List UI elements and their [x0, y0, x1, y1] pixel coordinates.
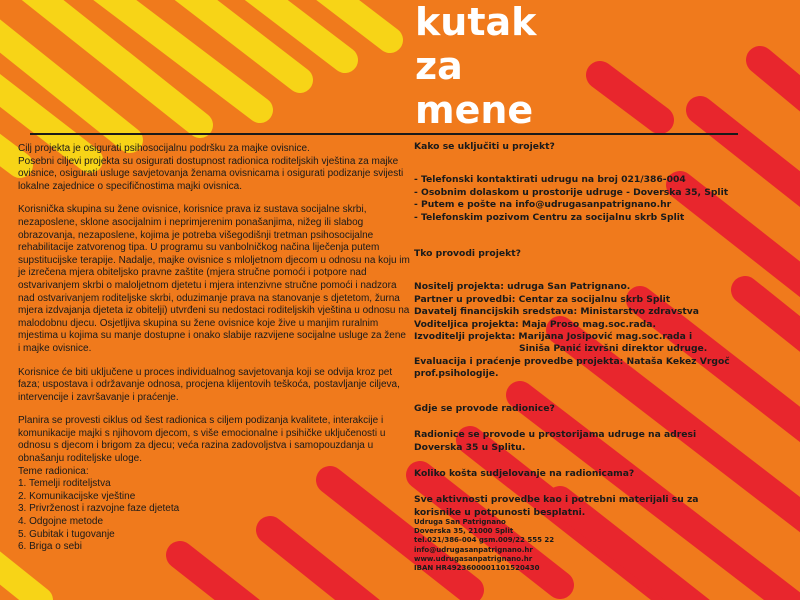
workshops-paragraph: Planira se provesti ciklus od šest radionica s ciljem podizanja kvalitete, interakcije i komunikacije majki s njihovom djecom, s više emocionalne i psihičke uključenosti u odnosu s djecom i brigom za djecu; veća razina zadovoljstva i samopouzdanja u obnašanju roditeljske uloge.: [18, 415, 386, 465]
who-item: Voditeljica projekta: Maja Proso mag.soc.rada.: [414, 318, 656, 330]
who-item: Davatelj financijskih sredstava: Ministarstvo zdravstva: [414, 306, 699, 318]
where-question: Gdje se provode radionice?: [414, 402, 555, 414]
contact-email: info@udrugasanpatrignano.hr: [414, 545, 533, 554]
who-item-continued: Siniša Panić izvršni direktor udruge.: [519, 343, 708, 355]
title-line: mene: [415, 88, 534, 132]
theme-item: 3. Privrženost i razvojne faze djeteta: [18, 503, 180, 515]
title-line: za: [415, 44, 463, 88]
who-item: Nositelj projekta: udruga San Patrignano.: [414, 281, 631, 293]
divider-line: [30, 133, 738, 135]
who-list: [414, 281, 744, 355]
contact-iban: IBAN HR4923600001101520430: [414, 564, 540, 573]
contact-address: Doverska 35, 21000 Split: [414, 527, 514, 536]
poster-title: [415, 0, 536, 132]
title-line: kutak: [415, 0, 537, 44]
contact-website: www.udrugasanpatrignano.hr: [414, 554, 533, 563]
contact-block: [414, 518, 664, 573]
theme-item: 2. Komunikacijske vještine: [18, 490, 136, 502]
who-item: Partner u provedbi: Centar za socijalnu skrb Split: [414, 293, 671, 305]
join-question: Kako se uključiti u projekt?: [414, 141, 555, 152]
theme-item: 4. Odgojne metode: [18, 516, 104, 528]
who-question: Tko provodi projekt?: [414, 248, 521, 260]
themes-heading: Teme radionica:: [18, 465, 89, 477]
join-item: - Putem e pošte na info@udrugasanpatrignano.hr: [414, 199, 672, 211]
target-group-paragraph: Korisnička skupina su žene ovisnice, korisnice prava iz sustava socijalne skrbi, nezaposlene, sklone asocijalnim i neprimjerenim ponašanjima, nižeg ili slabog obrazovanja, nezaposlene, kojima je potreba višegodišnji tretman psihosocijalne rehabilitacije zatvorenog tipa. U programu su vanbolničkog načina liječenja putem supstitucijske terapije. Nadalje, majke ovisnice s mloljetnom djecom u odnosu na koju im je izrečena mjera obiteljsko pravne zaštite (mjera stručne pomoći i potpore nad ostvarivanjem skrbi o maloljetnom djetetu i mjera intenzivne stručne pomoći i nadzora nad ostvarivanjem roditeljske skrbi, oduzimanje prava na stanovanje s djetetom, žurna mjera izdvajanja djeteta iz obitelji) utvrđeni su nedostaci roditeljskih vještina u odnosu na malodobnu djecu. Osjetljiva skupina su žene ovisnice koje žive u manjim ruralnim mjestima u kojima su manje dostupne i onako slabije razvijene socijalne usluge za žene i majke ovisnice.: [18, 204, 410, 354]
where-answer: Radionice se provode u prostorijama udruge na adresi Doverska 35 u Splitu.: [414, 429, 697, 453]
join-item: - Telefonskim pozivom Centru za socijalnu skrb Split: [414, 211, 685, 223]
goal-general: Cilj projekta je osigurati psihosocijalnu podršku za majke ovisnice.: [18, 143, 310, 154]
who-item: Izvoditelji projekta: Marijana Josipović mag.soc.rada i: [414, 331, 693, 343]
cost-question: Koliko košta sudjelovanje na radionicama?: [414, 467, 635, 479]
evaluation-text: Evaluacija i praćenje provedbe projekta: Nataša Kekez Vrgoč prof.psihologije.: [414, 355, 730, 380]
join-item: - Telefonski kontaktirati udrugu na broj 021/386-004: [414, 174, 686, 186]
join-list: [414, 174, 744, 224]
theme-item: 5. Gubitak i tugovanje: [18, 528, 115, 540]
cost-answer: Sve aktivnosti provedbe kao i potrebni materijali su za korisnike u potpunosti besplatni.: [414, 494, 699, 518]
theme-item: 6. Briga o sebi: [18, 541, 82, 553]
contact-org-name: Udruga San Patrignano: [414, 518, 506, 526]
project-goal: [18, 143, 410, 193]
left-column: [18, 140, 410, 554]
right-column: [414, 141, 744, 531]
theme-item: 1. Temelji roditeljstva: [18, 478, 111, 490]
goal-specific: Posebni ciljevi projekta su osigurati dostupnost radionica roditeljskih vještina za majke ovisnice, osigurati usluge savjetovanja ženama ovisnicama i osigurati podizanje svijesti lokalne zajednice o specifičnostima majki ovisnica.: [18, 155, 404, 192]
counseling-paragraph: Korisnice će biti uključene u proces individualnog savjetovanja koji se odvija kroz pet faza; uspostava i održavanje odnosa, procjena klijentovih teškoća, postavljanje ciljeva, intervencije i završavanje i praćenje.: [18, 366, 400, 403]
themes-list: [18, 478, 410, 554]
contact-phone: tel.021/386-004 gsm.009/22 555 22: [414, 536, 555, 545]
join-item: - Osobnim dolaskom u prostorije udruge - Doverska 35, Split: [414, 186, 729, 198]
